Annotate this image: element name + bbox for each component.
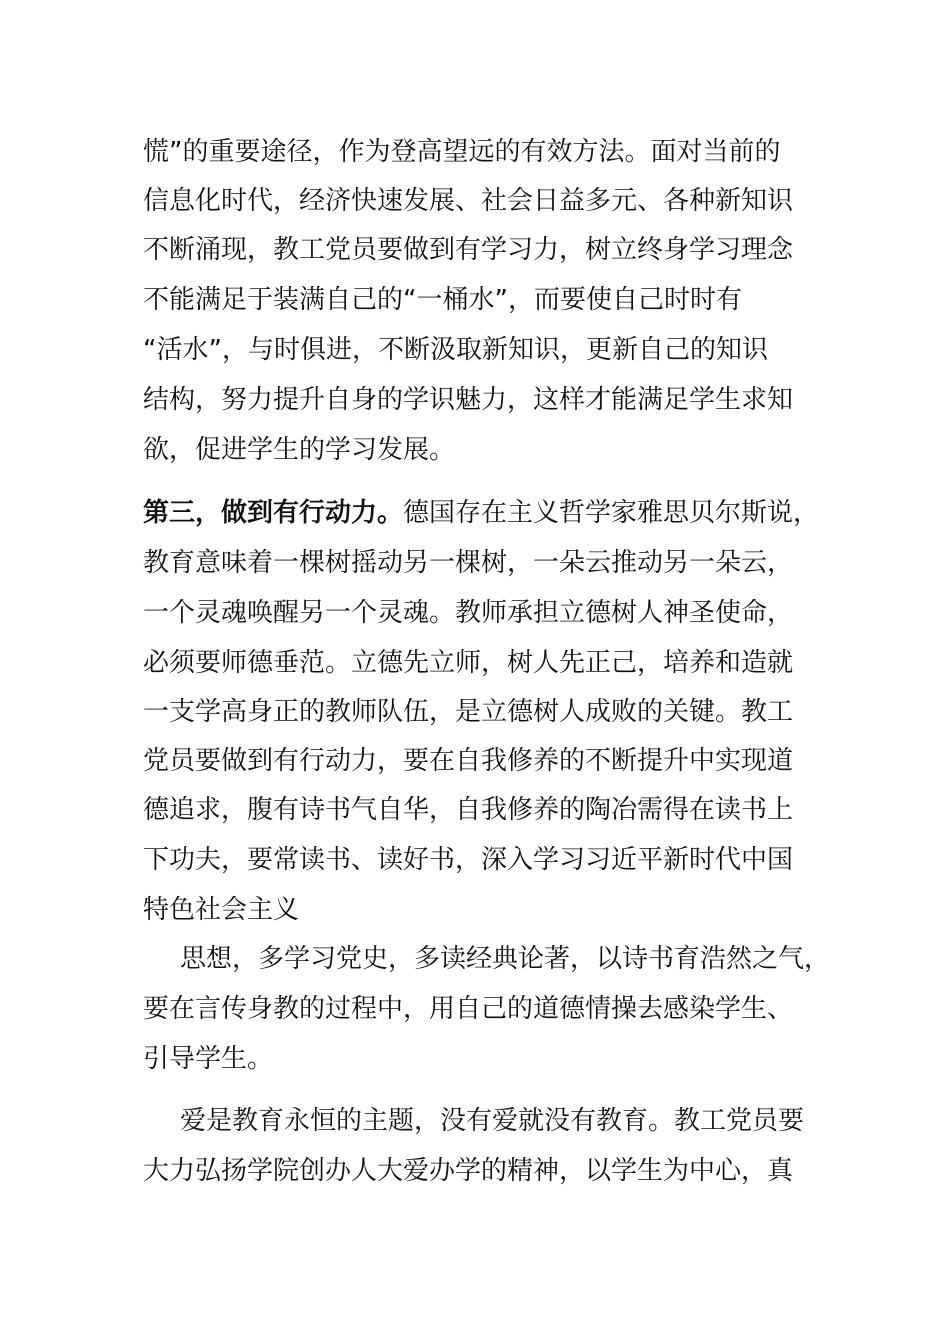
paragraph-line [143,493,819,533]
paragraph-text: 德国存在主义哲学家雅思贝尔斯说， [403,498,820,528]
paragraph-line: 教育意味着一棵树摇动另一棵树，一朵云推动另一朵云， [143,548,794,578]
paragraph-line: 引导学生。 [143,1044,274,1074]
paragraph-line: 一个灵魂唤醒另一个灵魂。教师承担立德树人神圣使命， [143,598,794,628]
paragraph-line: 不能满足于装满自己的“一桶水”，而要使自己时时有 [143,285,742,315]
paragraph-line: 慌”的重要途径，作为登高望远的有效方法。面对当前的 [143,137,781,167]
paragraph-line: 特色社会主义 [143,895,300,925]
paragraph-line: 下功夫，要常读书、读好书，深入学习习近平新时代中国 [143,845,794,875]
paragraph-line: 结构，努力提升自身的学识魅力，这样才能满足学生求知 [143,385,794,415]
paragraph-line: 必须要师德垂范。立德先立师，树人先正己，培养和造就 [143,648,794,678]
paragraph-line: 不断涌现，教工党员要做到有学习力，树立终身学习理念 [143,235,794,265]
paragraph-line: 思想，多学习党史，多读经典论著，以诗书育浩然之气， [180,944,831,974]
paragraph-line: 一支学高身正的教师队伍，是立德树人成败的关键。教工 [143,697,794,727]
paragraph-line: 大力弘扬学院创办人大爱办学的精神，以学生为中心，真 [143,1156,794,1186]
paragraph-line: 党员要做到有行动力，要在自我修养的不断提升中实现道 [143,746,794,776]
paragraph-line: “活水”，与时俱进，不断汲取新知识，更新自己的知识 [143,335,768,365]
paragraph-line: 德追求，腹有诗书气自华，自我修养的陶冶需得在读书上 [143,795,794,825]
section-heading: 第三，做到有行动力。 [143,498,404,528]
paragraph-line: 信息化时代，经济快速发展、社会日益多元、各种新知识 [143,186,794,216]
paragraph-line: 欲，促进学生的学习发展。 [143,435,456,465]
paragraph-line: 爱是教育永恒的主题，没有爱就没有教育。教工党员要 [180,1106,805,1136]
paragraph-line: 要在言传身教的过程中，用自己的道德情操去感染学生、 [143,994,794,1024]
